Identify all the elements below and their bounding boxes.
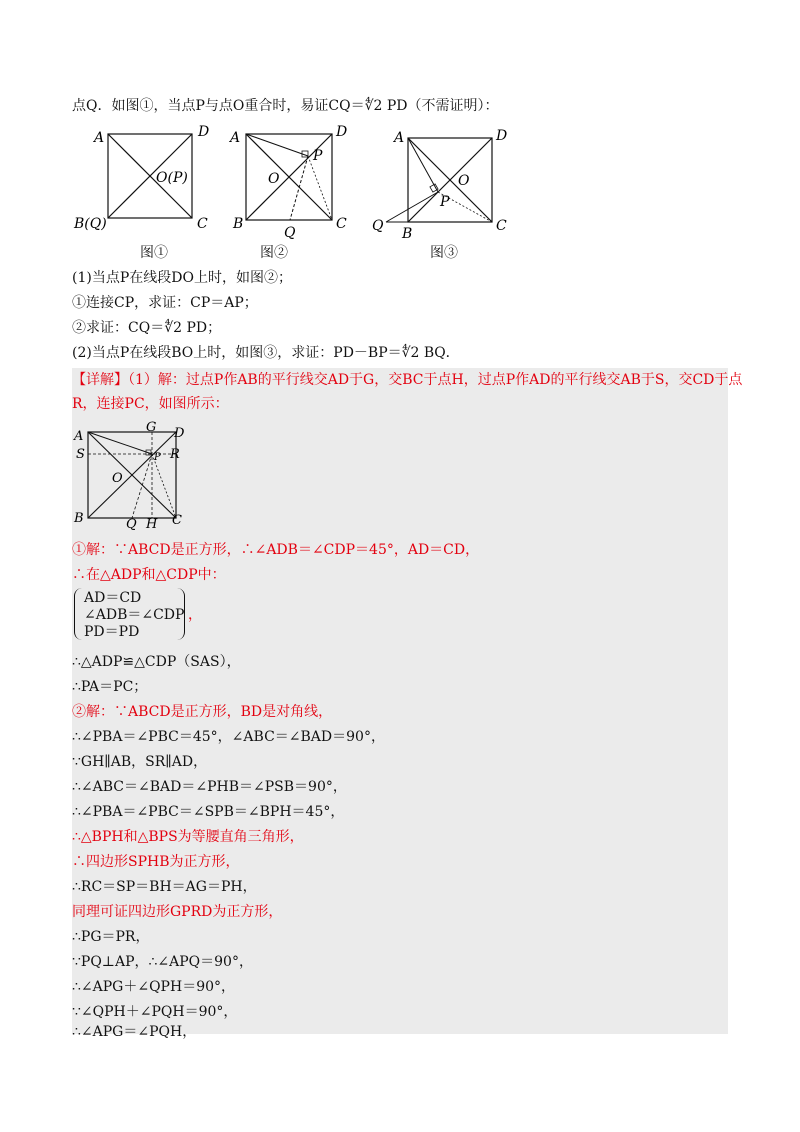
fig2-label-d: D [336,124,348,140]
figure-4 [72,420,188,532]
fig4-label-d: D [174,426,185,441]
fig2-label-q: Q [284,225,296,241]
fig2-label-b: B [233,216,244,232]
fig3-label-q: Q [372,218,384,234]
fig3-label-o: O [458,173,470,189]
step-16: ∴∠APG＋∠QPH＝90°， [72,979,236,995]
solution-tag: 【详解】 [72,372,128,388]
fig1-label-o: O(P) [156,170,188,186]
system-eq-3: PD＝PD [84,624,140,640]
system-brace-right [176,588,185,640]
fig4-label-b: B [74,511,84,526]
fig1-label-c: C [197,216,208,232]
system-eq-1: AD＝CD [84,590,142,606]
step-5: ②解：∵ABCD是正方形，BD是对角线， [72,704,333,720]
fig4-label-g: G [146,420,157,435]
step-2: ∴在△ADP和△CDP中： [72,567,226,583]
step-13: 同理可证四边形GPRD为正方形， [72,904,283,920]
fig4-label-c: C [172,513,182,528]
fig1-label-b: B(Q) [74,216,107,232]
intro-text: 点Q．如图①，当点P与点O重合时，易证CQ＝∜2 PD（不需证明）： [72,98,499,114]
fig2-label-o: O [268,171,280,187]
step-6: ∴∠PBA＝∠PBC＝45°，∠ABC＝∠BAD＝90°， [72,729,385,745]
fig1-label-d: D [198,124,210,140]
fig4-label-h: H [146,517,158,532]
fig2-label-c: C [336,216,347,232]
fig2-label-p: P [313,148,323,164]
figure-3-caption: 图③ [430,245,458,261]
figure-2 [228,124,347,241]
step-11: ∴四边形SPHB为正方形， [72,854,240,870]
fig3-label-c: C [496,218,507,234]
fig3-label-b: B [402,226,413,242]
fig4-label-s: S [76,447,85,462]
step-12: ∴RC＝SP＝BH＝AG＝PH， [72,879,257,895]
step-14: ∴PG＝PR， [72,929,150,945]
step-8: ∴∠ABC＝∠BAD＝∠PHB＝∠PSB＝90°， [72,779,347,795]
fig4-label-q: Q [126,517,137,532]
fig4-label-o: O [112,471,123,486]
fig1-label-a: A [94,130,105,146]
step-7: ∵GH∥AB，SR∥AD， [72,754,208,770]
figure-2-caption: 图② [260,245,288,261]
fig3-label-p: P [440,194,450,210]
step-10: ∴△BPH和△BPS为等腰直角三角形， [72,829,304,845]
fig4-label-a: A [74,429,84,444]
system-eq-2: ∠ADB＝∠CDP [84,607,185,623]
question-1: (1)当点P在线段DO上时，如图②； [72,270,292,286]
question-1-part-1: ①连接CP，求证：CP＝AP； [72,295,258,311]
question-1-part-2: ②求证：CQ＝∜2 PD； [72,320,222,336]
step-17: ∵∠QPH＋∠PQH＝90°， [72,1004,238,1020]
system-brace-left [74,588,83,640]
step-9: ∴∠PBA＝∠PBC＝∠SPB＝∠BPH＝45°， [72,804,345,820]
step-4: ∴PA＝PC； [72,679,148,695]
fig3-label-a: A [394,130,405,146]
step-15: ∵PQ⊥AP，∴∠APQ＝90°， [72,954,253,970]
fig3-label-d: D [496,128,508,144]
fig4-label-p: P [154,452,161,463]
figure-1 [73,124,209,232]
solution-text-1: （1）解：过点P作AB的平行线交AD于G，交BC于点H，过点P作AD的平行线交AB于S，交CD于点 [128,372,743,388]
system-tail: ， [188,607,202,623]
step-18: ∴∠APG＝∠PQH， [72,1024,197,1040]
solution-line-1 [72,370,742,390]
figure-3 [372,128,507,242]
fig4-label-r: R [170,447,180,462]
step-3: ∴△ADP≌△CDP（SAS）， [72,654,241,670]
figure-1-caption: 图① [140,245,168,261]
step-1: ①解：∵ABCD是正方形，∴∠ADB＝∠CDP＝45°，AD＝CD， [72,542,480,558]
solution-line-2: R，连接PC，如图所示： [72,396,229,412]
question-2: (2)当点P在线段BO上时，如图③，求证：PD－BP＝∜2 BQ． [72,345,460,361]
fig2-label-a: A [230,130,241,146]
